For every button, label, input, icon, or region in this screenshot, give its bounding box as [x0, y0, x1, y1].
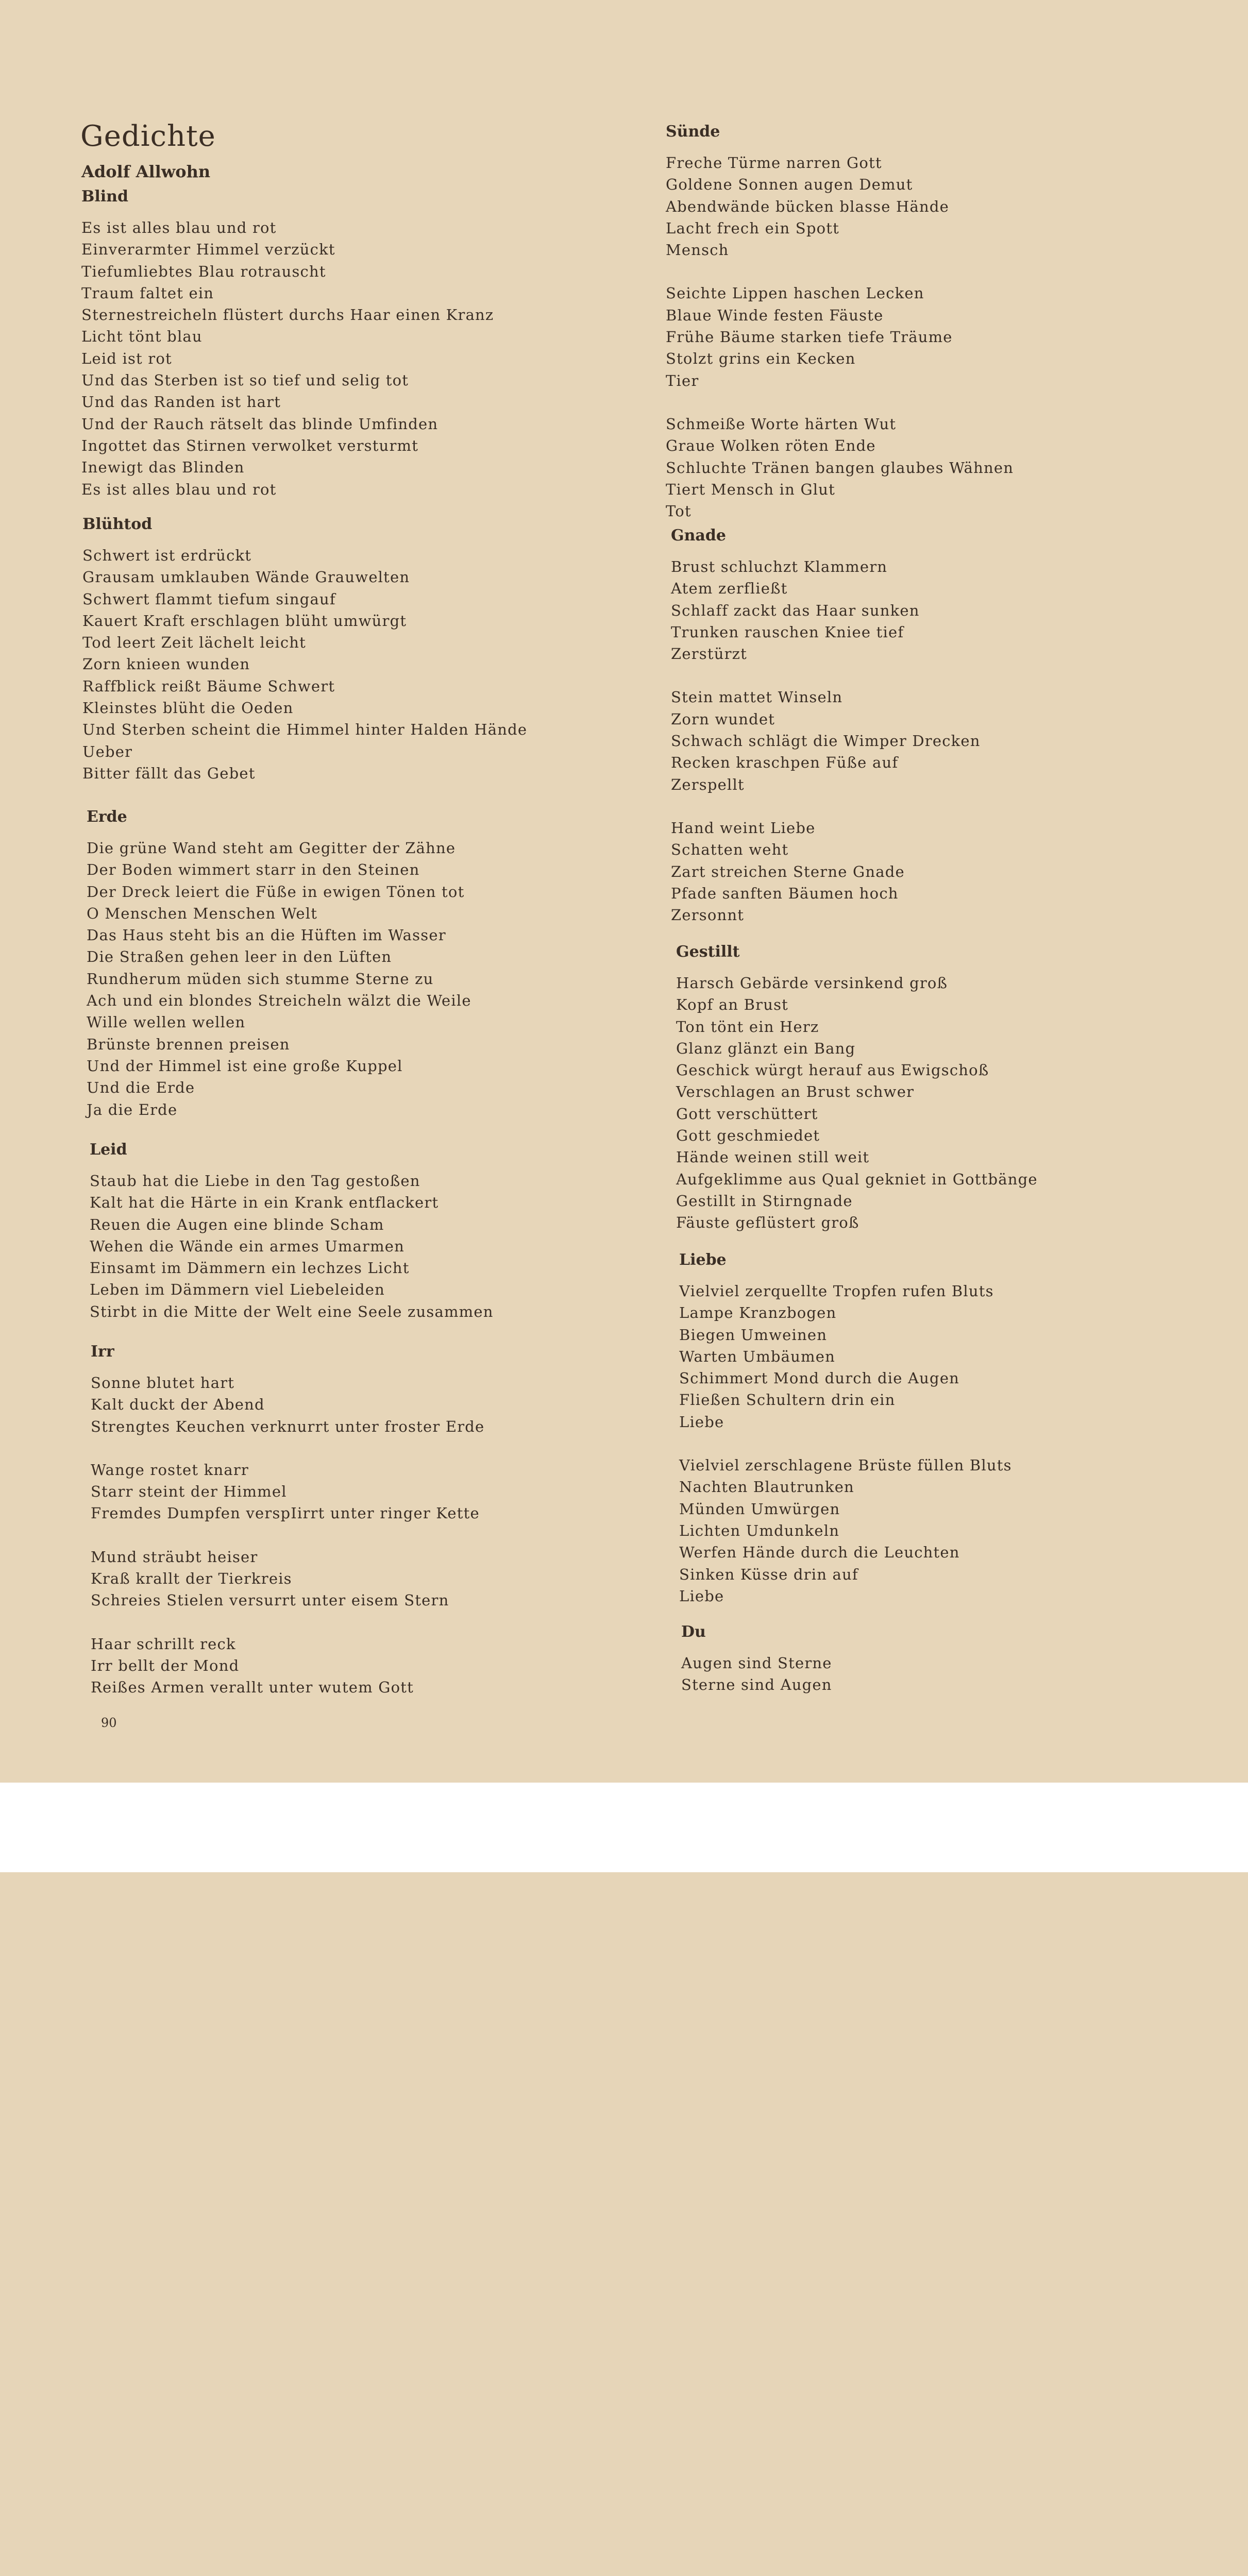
poem-line: Lichten Umdunkeln [679, 1521, 840, 1539]
poem-body [82, 545, 527, 784]
poem-line: Leben im Dämmern viel Liebeleiden [90, 1281, 385, 1299]
poem-body [666, 152, 1014, 522]
poem-gnade [671, 527, 981, 926]
poem-title: Liebe [679, 1251, 727, 1269]
poem-title: Irr [91, 1343, 114, 1361]
poem-irr [91, 1343, 484, 1699]
poem-du [681, 1623, 832, 1696]
poem-line: Und der Himmel ist eine große Kuppel [87, 1057, 403, 1075]
poem-line: Graue Wolken röten Ende [666, 437, 876, 455]
poem-line: Stirbt in die Mitte der Welt eine Seele zusammen [90, 1302, 494, 1320]
poem-line: Schatten weht [671, 841, 789, 859]
poem-line: Frühe Bäume starken tiefe Träume [666, 328, 953, 346]
poem-line: Trunken rauschen Kniee tief [671, 623, 904, 641]
poem-line: Grausam umklauben Wände Grauwelten [82, 568, 410, 586]
poem-line: Kraß krallt der Tierkreis [91, 1570, 292, 1588]
poem-line: Schwert flammt tiefum singauf [82, 590, 336, 608]
poem-line: Zerstürzt [671, 645, 747, 663]
poem-line: Raffblick reißt Bäume Schwert [82, 677, 335, 695]
poem-line: Haar schrillt reck [91, 1635, 236, 1653]
poem-liebe [679, 1251, 1012, 1607]
poem-line: Gott geschmiedet [676, 1127, 820, 1145]
poem-line: Strengtes Keuchen verknurrt unter froster Erde [91, 1417, 485, 1435]
stanza-gap [91, 1524, 484, 1546]
author-name: Adolf Allwohn [81, 162, 211, 181]
poem-line: Atem zerfließt [671, 580, 788, 598]
poem-line: Es ist alles blau und rot [81, 219, 277, 236]
poem-line: Zorn knieen wunden [82, 655, 250, 673]
poem-blind [81, 188, 494, 500]
poem-line: Staub hat die Liebe in den Tag gestoßen [90, 1172, 420, 1190]
poem-line: Biegen Umweinen [679, 1326, 828, 1344]
poem-body [91, 1372, 484, 1699]
poem-line: Schreies Stielen versurrt unter eisem Stern [91, 1591, 449, 1609]
poem-line: Fremdes Dumpfen verspIirrt unter ringer Kette [91, 1504, 480, 1522]
poem-line: Liebe [679, 1587, 724, 1605]
poem-body [676, 972, 1038, 1234]
poem-line: Wille wellen wellen [87, 1013, 246, 1031]
poem-line: Warten Umbäumen [679, 1347, 835, 1365]
poem-line: Licht tönt blau [81, 328, 203, 346]
poem-line: Fäuste geflüstert groß [676, 1214, 859, 1232]
poem-line: Brust schluchzt Klammern [671, 558, 888, 575]
poem-line: Verschlagen an Brust schwer [676, 1083, 915, 1101]
poem-line: Und die Erde [87, 1079, 195, 1097]
poem-line: Freche Türme narren Gott [666, 154, 882, 172]
poem-line: Starr steint der Himmel [91, 1483, 287, 1501]
poem-line: Und Sterben scheint die Himmel hinter Halden Hände [82, 721, 528, 739]
poem-body [679, 1280, 1012, 1607]
poem-line: Der Boden wimmert starr in den Steinen [87, 861, 420, 879]
poem-line: Kleinstes blüht die Oeden [82, 699, 294, 717]
poem-line: Lampe Kranzbogen [679, 1304, 837, 1322]
poem-line: Sonne blutet hart [91, 1374, 235, 1392]
poem-blühtod [82, 515, 527, 784]
poem-line: Tod leert Zeit lächelt leicht [82, 634, 307, 652]
poem-line: Bitter fällt das Gebet [82, 764, 256, 782]
stanza-gap [91, 1437, 484, 1459]
poem-line: Schlaff zackt das Haar sunken [671, 601, 920, 619]
poem-body [90, 1170, 494, 1323]
poem-line: Vielviel zerquellte Tropfen rufen Bluts [679, 1282, 994, 1300]
poem-body [681, 1652, 832, 1696]
poem-line: Ingottet das Stirnen verwolket versturmt [81, 436, 419, 454]
poem-line: Liebe [679, 1413, 724, 1431]
poem-line: Mund sträubt heiser [91, 1548, 258, 1566]
poem-line: Hände weinen still weit [676, 1148, 870, 1166]
poem-line: Kauert Kraft erschlagen blüht umwürgt [82, 612, 407, 630]
poem-line: Irr bellt der Mond [91, 1656, 240, 1674]
poem-line: Münden Umwürgen [679, 1500, 840, 1518]
poem-line: Schwert ist erdrückt [82, 547, 252, 564]
poem-line: Stolzt grins ein Kecken [666, 350, 856, 368]
poem-line: Kalt duckt der Abend [91, 1396, 265, 1414]
poem-line: Und der Rauch rätselt das blinde Umfinden [81, 415, 439, 433]
poem-line: Geschick würgt herauf aus Ewigschoß [676, 1061, 989, 1079]
poem-body [87, 837, 471, 1121]
poem-line: Kopf an Brust [676, 996, 789, 1014]
poem-line: Tot [666, 502, 692, 520]
poem-line: Wange rostet knarr [91, 1461, 249, 1479]
poem-title: Du [681, 1623, 706, 1641]
poem-line: Seichte Lippen haschen Lecken [666, 284, 924, 302]
digitization-footer [0, 1783, 1248, 1872]
poem-line: Blaue Winde festen Fäuste [666, 306, 884, 324]
poem-line: Pfade sanften Bäumen hoch [671, 884, 899, 902]
poem-line: Sternestreicheln flüstert durchs Haar einen Kranz [81, 306, 494, 324]
poem-title: Gnade [671, 527, 726, 545]
poem-line: Die Straßen gehen leer in den Lüften [87, 948, 392, 966]
poem-line: Gestillt in Stirngnade [676, 1192, 853, 1210]
poem-line: Nachten Blautrunken [679, 1478, 854, 1496]
poem-line: Augen sind Sterne [681, 1654, 832, 1672]
poem-line: Glanz glänzt ein Bang [676, 1039, 856, 1057]
poem-line: Schwach schlägt die Wimper Drecken [671, 732, 981, 750]
poem-line: Brünste brennen preisen [87, 1035, 290, 1053]
poem-sünde [666, 123, 1014, 522]
poem-leid [90, 1141, 494, 1323]
poem-line: Zart streichen Sterne Gnade [671, 862, 905, 880]
poem-title: Sünde [666, 123, 720, 141]
poem-line: Inewigt das Blinden [81, 459, 245, 477]
poem-line: Ueber [82, 742, 133, 760]
poem-line: Werfen Hände durch die Leuchten [679, 1544, 960, 1562]
poem-line: Die grüne Wand steht am Gegitter der Zähne [87, 839, 456, 857]
poem-line: Es ist alles blau und rot [81, 480, 277, 498]
stanza-gap [679, 1433, 1012, 1454]
poem-line: Ja die Erde [87, 1100, 178, 1118]
poem-line: Sterne sind Augen [681, 1676, 832, 1694]
poem-line: Zorn wundet [671, 710, 775, 728]
page-title: Gedichte [80, 120, 216, 153]
poem-line: Kalt hat die Härte in ein Krank entflackert [90, 1194, 439, 1212]
poem-line: Stein mattet Winseln [671, 688, 843, 706]
stanza-gap [91, 1612, 484, 1633]
poem-line: Schimmert Mond durch die Augen [679, 1369, 960, 1387]
poem-line: O Menschen Menschen Welt [87, 904, 318, 922]
poem-body [81, 217, 494, 500]
poem-line: Recken kraschpen Füße auf [671, 754, 899, 772]
poem-line: Sinken Küsse drin auf [679, 1565, 858, 1583]
stanza-gap [666, 261, 1014, 282]
poem-line: Hand weint Liebe [671, 819, 816, 837]
poem-line: Tiefumliebtes Blau rotrauscht [81, 262, 326, 280]
poem-erde [87, 808, 471, 1121]
poem-line: Tiert Mensch in Glut [666, 480, 836, 498]
poem-line: Zersonnt [671, 906, 745, 924]
stanza-gap [671, 665, 981, 686]
poem-title: Blühtod [82, 515, 153, 533]
poem-line: Schmeiße Worte härten Wut [666, 415, 897, 433]
poem-line: Zerspellt [671, 775, 745, 793]
page-number: 90 [101, 1716, 117, 1730]
poem-line: Leid ist rot [81, 349, 172, 367]
poem-line: Das Haus steht bis an die Hüften im Wasser [87, 926, 446, 944]
poem-line: Ach und ein blondes Streicheln wälzt die Weile [87, 992, 471, 1010]
poem-title: Erde [87, 808, 127, 826]
poem-line: Und das Sterben ist so tief und selig tot [81, 371, 409, 389]
poem-line: Einverarmter Himmel verzückt [81, 241, 335, 259]
poem-line: Gott verschüttert [676, 1105, 818, 1123]
poem-title: Blind [81, 188, 128, 206]
poem-line: Lacht frech ein Spott [666, 219, 839, 237]
poem-line: Wehen die Wände ein armes Umarmen [90, 1237, 405, 1255]
poem-body [671, 556, 981, 926]
poem-line: Reißes Armen verallt unter wutem Gott [91, 1679, 414, 1697]
poem-line: Goldene Sonnen augen Demut [666, 176, 913, 194]
poem-title: Leid [90, 1141, 127, 1159]
poem-line: Aufgeklimme aus Qual gekniet in Gottbänge [676, 1170, 1038, 1188]
poem-line: Traum faltet ein [81, 284, 214, 302]
stanza-gap [671, 795, 981, 817]
poem-line: Der Dreck leiert die Füße in ewigen Tönen tot [87, 883, 465, 901]
poem-title: Gestillt [676, 943, 740, 961]
poem-line: Ton tönt ein Herz [676, 1018, 819, 1036]
poem-line: Einsamt im Dämmern ein lechzes Licht [90, 1259, 410, 1277]
poem-line: Reuen die Augen eine blinde Scham [90, 1215, 384, 1233]
poem-line: Tier [666, 371, 699, 389]
poem-gestillt [676, 943, 1038, 1234]
poem-line: Mensch [666, 241, 729, 259]
poem-line: Vielviel zerschlagene Brüste füllen Bluts [679, 1456, 1012, 1475]
stanza-gap [666, 392, 1014, 413]
poem-line: Rundherum müden sich stumme Sterne zu [87, 970, 434, 988]
poem-line: Harsch Gebärde versinkend groß [676, 974, 948, 992]
poem-line: Schluchte Tränen bangen glaubes Wähnen [666, 459, 1014, 477]
poem-line: Abendwände bücken blasse Hände [666, 197, 950, 215]
poem-line: Und das Randen ist hart [81, 393, 281, 411]
poem-line: Fließen Schultern drin ein [679, 1391, 896, 1409]
